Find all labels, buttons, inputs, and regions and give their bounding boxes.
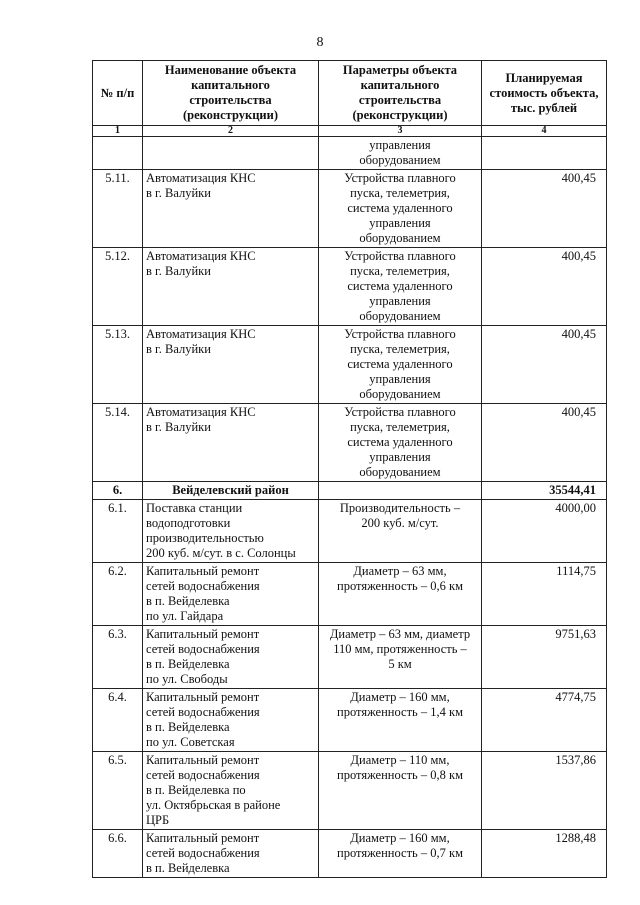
object-params bbox=[319, 404, 482, 482]
object-params-line: оборудованием bbox=[359, 465, 441, 479]
object-params-line: протяженность – 0,8 км bbox=[337, 768, 463, 782]
object-name-line: Автоматизация КНС bbox=[146, 405, 256, 419]
object-params-line: 110 мм, протяженность – bbox=[333, 642, 467, 656]
object-params-line: Устройства плавного bbox=[344, 171, 456, 185]
header-object-params bbox=[319, 61, 482, 126]
object-name bbox=[143, 752, 319, 830]
object-params bbox=[319, 752, 482, 830]
object-name-line: в г. Валуйки bbox=[146, 264, 211, 278]
object-params bbox=[319, 326, 482, 404]
table-row bbox=[93, 830, 607, 878]
object-name-line: Автоматизация КНС bbox=[146, 171, 256, 185]
object-name bbox=[143, 830, 319, 878]
object-params-line: пуска, телеметрия, bbox=[350, 264, 450, 278]
object-name-line: в п. Вейделевка bbox=[146, 720, 230, 734]
row-number: 6.1. bbox=[93, 500, 143, 563]
table-header-row bbox=[93, 61, 607, 126]
object-name bbox=[143, 404, 319, 482]
object-name-line: Вейделевский район bbox=[172, 483, 289, 497]
table-row bbox=[93, 500, 607, 563]
object-name-line: 200 куб. м/сут. в с. Солонцы bbox=[146, 546, 296, 560]
object-params bbox=[319, 563, 482, 626]
table-row bbox=[93, 689, 607, 752]
object-params bbox=[319, 500, 482, 563]
object-name-line: в г. Валуйки bbox=[146, 420, 211, 434]
column-number: 3 bbox=[319, 126, 482, 137]
planned-cost: 1537,86 bbox=[482, 752, 607, 830]
planned-cost: 9751,63 bbox=[482, 626, 607, 689]
table-row bbox=[93, 563, 607, 626]
row-number: 5.13. bbox=[93, 326, 143, 404]
planned-cost: 35544,41 bbox=[482, 482, 607, 500]
object-name-line: Капитальный ремонт bbox=[146, 627, 260, 641]
header-line: капитального bbox=[191, 78, 270, 92]
row-number: 6.4. bbox=[93, 689, 143, 752]
header-line: (реконструкции) bbox=[352, 108, 448, 122]
object-params-line: управления bbox=[369, 216, 431, 230]
object-name bbox=[143, 170, 319, 248]
table-row bbox=[93, 170, 607, 248]
object-name-line: сетей водоснабжения bbox=[146, 768, 260, 782]
header-line: тыс. рублей bbox=[510, 100, 578, 115]
object-name-line: в г. Валуйки bbox=[146, 186, 211, 200]
row-number: 6.5. bbox=[93, 752, 143, 830]
row-number: 6. bbox=[93, 482, 143, 500]
table-row bbox=[93, 248, 607, 326]
table-row bbox=[93, 404, 607, 482]
planned-cost bbox=[482, 137, 607, 170]
object-name bbox=[143, 689, 319, 752]
object-name bbox=[143, 137, 319, 170]
object-params-line: пуска, телеметрия, bbox=[350, 186, 450, 200]
object-params-line: Устройства плавного bbox=[344, 405, 456, 419]
object-name-line: Поставка станции bbox=[146, 501, 243, 515]
table-row bbox=[93, 137, 607, 170]
object-params-line: Диаметр – 63 мм, диаметр bbox=[329, 627, 471, 641]
object-params-line: оборудованием bbox=[359, 153, 441, 167]
object-name-line: Капитальный ремонт bbox=[146, 831, 260, 845]
object-name-line: Капитальный ремонт bbox=[146, 564, 260, 578]
header-planned-cost bbox=[482, 61, 607, 126]
object-name bbox=[143, 482, 319, 500]
object-params-line: протяженность – 1,4 км bbox=[337, 705, 463, 719]
object-params-line: система удаленного bbox=[347, 201, 453, 215]
object-params-line: управления bbox=[369, 294, 431, 308]
object-name-line: Автоматизация КНС bbox=[146, 327, 256, 341]
object-name bbox=[143, 626, 319, 689]
object-name-line: в п. Вейделевка по bbox=[146, 783, 246, 797]
table-row bbox=[93, 752, 607, 830]
planned-cost: 1114,75 bbox=[482, 563, 607, 626]
object-name bbox=[143, 500, 319, 563]
object-name-line: по ул. Свободы bbox=[146, 672, 228, 686]
planned-cost: 400,45 bbox=[482, 170, 607, 248]
object-name-line: по ул. Советская bbox=[146, 735, 235, 749]
row-number: 5.11. bbox=[93, 170, 143, 248]
object-name-line: ЦРБ bbox=[146, 813, 170, 827]
object-params-line: оборудованием bbox=[359, 231, 441, 245]
header-line: Планируемая bbox=[505, 70, 583, 85]
planned-cost: 4000,00 bbox=[482, 500, 607, 563]
object-params-line: система удаленного bbox=[347, 435, 453, 449]
object-params-line: оборудованием bbox=[359, 387, 441, 401]
object-name-line: водоподготовки bbox=[146, 516, 231, 530]
object-name bbox=[143, 563, 319, 626]
header-object-name bbox=[143, 61, 319, 126]
row-number: 6.2. bbox=[93, 563, 143, 626]
header-line: Наименование объекта bbox=[164, 63, 297, 77]
object-params bbox=[319, 482, 482, 500]
object-params-line: Диаметр – 160 мм, bbox=[350, 690, 450, 704]
object-name-line: производительностью bbox=[146, 531, 264, 545]
row-number: 5.12. bbox=[93, 248, 143, 326]
object-name-line: сетей водоснабжения bbox=[146, 705, 260, 719]
objects-table bbox=[92, 60, 607, 878]
row-number: 5.14. bbox=[93, 404, 143, 482]
object-params-line: Устройства плавного bbox=[344, 249, 456, 263]
object-params-line: управления bbox=[369, 372, 431, 386]
object-params bbox=[319, 626, 482, 689]
object-params-line: протяженность – 0,7 км bbox=[337, 846, 463, 860]
planned-cost: 400,45 bbox=[482, 248, 607, 326]
planned-cost: 400,45 bbox=[482, 404, 607, 482]
column-number: 2 bbox=[143, 126, 319, 137]
header-line: строительства bbox=[358, 93, 442, 107]
object-params-line: система удаленного bbox=[347, 357, 453, 371]
planned-cost: 4774,75 bbox=[482, 689, 607, 752]
object-name-line: сетей водоснабжения bbox=[146, 642, 260, 656]
planned-cost: 400,45 bbox=[482, 326, 607, 404]
object-name-line: в п. Вейделевка bbox=[146, 657, 230, 671]
object-params-line: оборудованием bbox=[359, 309, 441, 323]
object-params-line: управления bbox=[369, 138, 431, 152]
object-params bbox=[319, 137, 482, 170]
object-params-line: протяженность – 0,6 км bbox=[337, 579, 463, 593]
object-params-line: Диаметр – 110 мм, bbox=[350, 753, 450, 767]
object-name bbox=[143, 248, 319, 326]
object-params-line: 5 км bbox=[388, 657, 412, 671]
object-params-line: Производительность – bbox=[339, 501, 461, 515]
object-params-line: система удаленного bbox=[347, 279, 453, 293]
column-number: 4 bbox=[482, 126, 607, 137]
row-number: 6.6. bbox=[93, 830, 143, 878]
header-line: капитального bbox=[360, 78, 440, 92]
object-params bbox=[319, 248, 482, 326]
object-name-line: сетей водоснабжения bbox=[146, 579, 260, 593]
object-name bbox=[143, 326, 319, 404]
table-row bbox=[93, 326, 607, 404]
object-name-line: сетей водоснабжения bbox=[146, 846, 260, 860]
header-line: (реконструкции) bbox=[182, 108, 278, 122]
table-body bbox=[93, 137, 607, 878]
column-number: 1 bbox=[93, 126, 143, 137]
object-name-line: в г. Валуйки bbox=[146, 342, 211, 356]
header-line: стоимость объекта, bbox=[489, 85, 599, 100]
object-params-line: пуска, телеметрия, bbox=[350, 420, 450, 434]
object-params bbox=[319, 830, 482, 878]
object-name-line: в п. Вейделевка bbox=[146, 861, 230, 875]
object-params-line: 200 куб. м/сут. bbox=[361, 516, 439, 530]
object-params bbox=[319, 170, 482, 248]
table-row bbox=[93, 482, 607, 500]
row-number bbox=[93, 137, 143, 170]
object-params-line: управления bbox=[369, 450, 431, 464]
object-params bbox=[319, 689, 482, 752]
page-number: 8 bbox=[316, 35, 324, 50]
object-name-line: Автоматизация КНС bbox=[146, 249, 256, 263]
object-name-line: по ул. Гайдара bbox=[146, 609, 224, 623]
object-params-line: Диаметр – 160 мм, bbox=[350, 831, 450, 845]
column-number-row bbox=[93, 126, 607, 137]
row-number: 6.3. bbox=[93, 626, 143, 689]
header-line: Параметры объекта bbox=[342, 63, 458, 77]
object-name-line: ул. Октябрьская в районе bbox=[146, 798, 281, 812]
object-name-line: в п. Вейделевка bbox=[146, 594, 230, 608]
planned-cost: 1288,48 bbox=[482, 830, 607, 878]
header-number: № п/п bbox=[93, 61, 143, 126]
table-row bbox=[93, 626, 607, 689]
object-name-line: Капитальный ремонт bbox=[146, 753, 260, 767]
object-params-line: Устройства плавного bbox=[344, 327, 456, 341]
header-line: строительства bbox=[189, 93, 272, 107]
object-params-line: Диаметр – 63 мм, bbox=[353, 564, 447, 578]
object-params-line: пуска, телеметрия, bbox=[350, 342, 450, 356]
object-name-line: Капитальный ремонт bbox=[146, 690, 260, 704]
